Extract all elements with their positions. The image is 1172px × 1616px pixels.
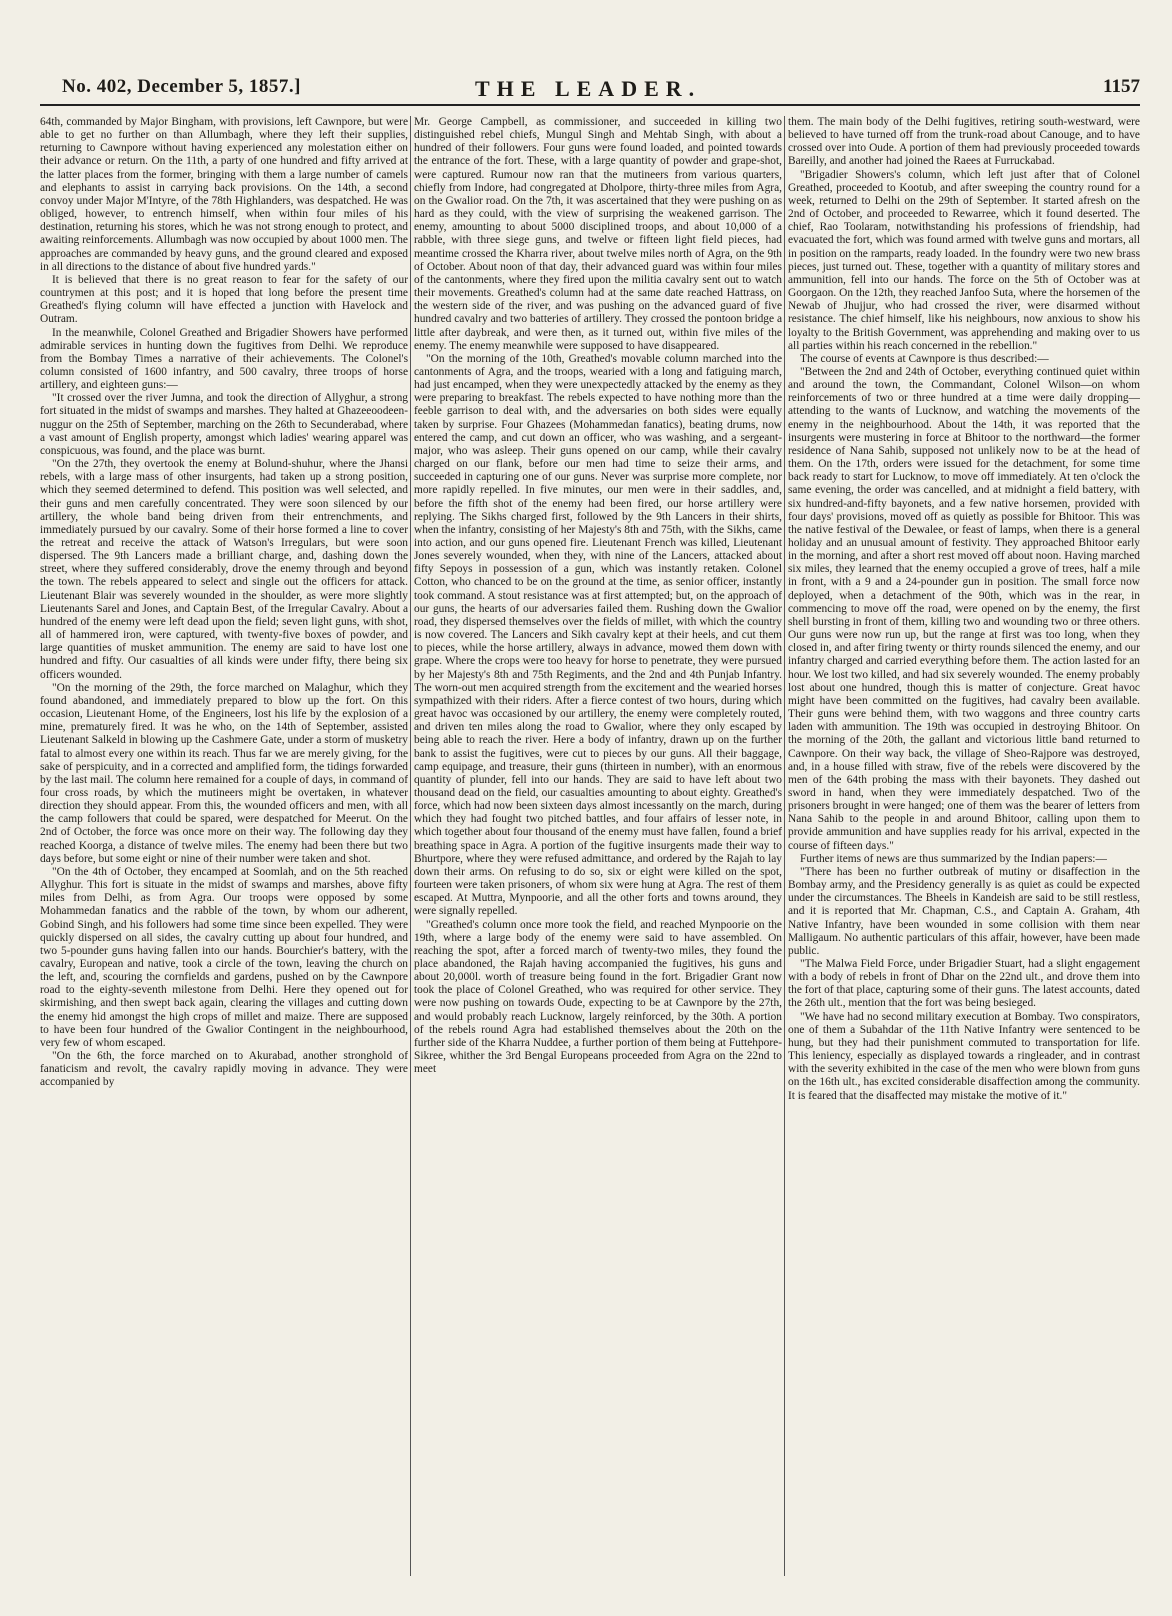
masthead bbox=[40, 76, 1140, 106]
issue-date: No. 402, December 5, 1857.] bbox=[62, 76, 301, 97]
page-number: 1157 bbox=[1103, 76, 1140, 97]
paragraph: "It crossed over the river Jumna, and took the direction of Allyghur, a strong fort situated in the midst of swamps and marshes. They halted at Ghazeeoodeen-nuggur on the 25th of September, marching on the 26th to Secunderabad, where a vast amount of English property, amongst which ladies' wearing apparel was conspicuous, was found, and the place was burnt. bbox=[40, 392, 408, 457]
text-column-3 bbox=[788, 116, 1140, 1576]
paragraph: In the meanwhile, Colonel Greathed and Brigadier Showers have performed admirable services in hunting down the fugitives from Delhi. We reproduce from the Bombay Times a narrative of their achievements. The Colonel's column consisted of 1600 infantry, and 500 cavalry, three troops of horse artillery, and eighteen guns:— bbox=[40, 326, 408, 392]
paragraph: "On the 6th, the force marched on to Akurabad, another stronghold of fanaticism and revolt, the cavalry rapidly moving in advance. They were accompanied by bbox=[40, 1050, 408, 1089]
text-column-2 bbox=[414, 116, 782, 1576]
paragraph: "Between the 2nd and 24th of October, everything continued quiet within and around the town, the Commandant, Colonel Wilson—on whom reinforcements of two or three hundred at a time were daily dropping—attending to the wants of Lucknow, and watching the movements of the enemy in the neighbourhood. About the 14th, it was reported that the insurgents were mustering in force at Bhitoor to the northward—the former residence of Nana Sahib, supposed not unlikely now to be at the head of them. On the 17th, orders were issued for the detachment, for some time back ready to start for Lucknow, to move off immediately. At ten o'clock the same evening, the order was cancelled, and at midnight a field battery, with six hundred-and-fifty bayonets, and a few native horsemen, provided with four days' provisions, moved off as quietly as possible for Bhitoor. This was the native festival of the Dewalee, or feast of lamps, when there is a general holiday and an unusual amount of festivity. They approached Bhitoor early in the morning, and after a short rest moved off about noon. Having marched six miles, they learned that the enemy occupied a grove of trees, half a mile in front, with a 9 and a 24-pounder gun in position. The small force now deployed, when a detachment of the 90th, which was in the rear, in commencing to move off the road, were opened on by the enemy, the first shell bursting in front of them, killing two and wounding two or three others. Our guns were now run up, but the range at first was too long, when they closed in, and after firing twenty or thirty rounds silenced the enemy, and our infantry charged and carried everything before them. The action lasted for an hour. We lost two killed, and had six severely wounded. The enemy probably lost about one hundred, though this is matter of conjecture. Great havoc might have been committed on the fugitives, had cavalry been available. Their guns were behind them, with two waggons and three country carts laden with ammunition. The 19th was occupied in destroying Bhitoor. On the morning of the 20th, the gallant and victorious little band returned to Cawnpore. On their way back, the village of Sheo-Rajpore was destroyed, and, in a house filled with straw, five of the rebels were discovered by the men of the 64th probing the mass with their bayonets. They dashed out sword in hand, when they were immediately despatched. Two of the prisoners brought in were hanged; one of them was the bearer of letters from Nana Sahib to the people in and around Bhitoor, calling upon them to provide ammunition and have supplies ready for his arrival, expected in the course of fifteen days." bbox=[788, 365, 1140, 852]
paragraph: "On the morning of the 10th, Greathed's movable column marched into the cantonments of Agra, and the troops, wearied with a long and fatiguing march, had just encamped, when they were unexpectedly attacked by the enemy as they were preparing to breakfast. The rebels expected to have nothing more than the feeble garrison to deal with, and the adversaries on both sides were equally taken by surprise. Four Ghazees (Mohammedan fanatics), beating drums, now entered the camp, and cut down an officer, who was washing, and a sergeant-major, who was asleep. Their guns opened on our camp, while their cavalry charged on our flank, before our men had time to seize their arms, and succeeded in capturing one of our guns. Never was surprise more complete, nor more rapidly repelled. In five minutes, our men were in their saddles, and, before the fifth shot of the enemy had been fired, our horse artillery were replying. The Sikhs charged first, followed by the 9th Lancers in their shirts, when the infantry, consisting of her Majesty's 8th and 75th, with the Sikhs, came into action, and our guns opened fire. Lieutenant French was killed, Lieutenant Jones severely wounded, when they, with nine of the Lancers, attacked about fifty Sepoys in possession of a gun, which was instantly retaken. Colonel Cotton, who chanced to be on the ground at the time, as senior officer, instantly took command. A stout resistance was at first attempted; but, on the approach of our guns, the hearts of our adversaries failed them. Rushing down the Gwalior road, they dispersed themselves over the fields of millet, with which the country is now covered. The Lancers and Sikh cavalry kept at their heels, and cut them to pieces, while the horse artillery, always in advance, mowed them down with grape. Where the crops were too heavy for horse to penetrate, they were pursued by her Majesty's 8th and 75th Regiments, and the 2nd and 4th Punjab Infantry. The worn-out men acquired strength from the excitement and the wearied horses sympathized with their riders. After a fierce contest of two hours, during which great havoc was occasioned by our artillery, the enemy were completely routed, and driven ten miles along the road to Gwalior, where they only escaped by being able to reach the river. Here a body of infantry, drawn up on the further bank to assist the fugitives, were cut to pieces by our guns. All their baggage, camp equipage, and treasure, their guns (thirteen in number), with an enormous quantity of plunder, fell into our hands. They are said to have left about two thousand dead on the field, our casualties amounting to about eighty. Greathed's force, which had now been sixteen days almost incessantly on the march, during which they had fought two pitched battles, and four affairs of lesser note, in which together about four thousand of the enemy must have fallen, found a brief breathing space in Agra. A portion of the fugitive insurgents made their way to Bhurtpore, where they were refused admittance, and ordered by the Rajah to lay down their arms. On refusing to do so, six or eight were killed on the spot, fourteen were taken prisoners, of whom six were hung at Agra. The rest of them escaped. At Muttra, Mynpoorie, and all the other forts and towns around, they were signally repelled. bbox=[414, 352, 782, 918]
paragraph: "We have had no second military execution at Bombay. Two conspirators, one of them a Subahdar of the 11th Native Infantry were sentenced to be hung, but they had their punishment commuted to transportation for life. This leniency, especially as displayed towards a ringleader, and in contrast with the severity exhibited in the case of the men who were blown from guns on the 16th ult., has excited considerable disaffection among the community. It is feared that the disaffected may mistake the motive of it." bbox=[788, 1010, 1140, 1102]
column-divider bbox=[784, 116, 785, 1576]
paragraph: The course of events at Cawnpore is thus described:— bbox=[800, 352, 1049, 365]
paragraph: "Greathed's column once more took the field, and reached Mynpoorie on the 19th, where a large body of the enemy were said to have assembled. On reaching the spot, after a forced march of twenty-two miles, they found the place abandoned, the Rajah having accompanied the fugitives, his guns and about 20,000l. worth of treasure being found in the fort. Brigadier Grant now took the place of Colonel Greathed, who was required for other service. They were now pushing on towards Oude, expecting to be at Cawnpore by the 27th, and would probably reach Lucknow, largely reinforced, by the 30th. A portion of the rebels round Agra had established themselves about the 20th on the further side of the Kharra Nuddee, a further portion of them being at Futtehpore-Sikree, whither the 3rd Bengal Europeans proceeded from Agra on the 22nd to meet bbox=[414, 918, 782, 1076]
paragraph: It is believed that there is no great reason to fear for the safety of our countrymen at this post; and it is hoped that long before the present time Greathed's flying column will have effected a junction with Havelock and Outram. bbox=[40, 273, 408, 326]
text-column-1 bbox=[40, 116, 408, 1576]
paragraph: Further items of news are thus summarized by the Indian papers:— bbox=[800, 852, 1107, 865]
paragraph: "On the morning of the 29th, the force marched on Malaghur, which they found abandoned, and immediately prepared to blow up the fort. On this occasion, Lieutenant Home, of the Engineers, lost his life by the explosion of a mine, prematurely fired. It was he who, on the 14th of September, assisted Lieutenant Salkeld in blowing up the Cashmere Gate, under a storm of musketry fatal to almost every one within its reach. Thus far we are merely giving, for the sake of perspicuity, and in a corrected and amplified form, the tidings forwarded by the last mail. The column here remained for a couple of days, in command of four cross roads, by which the mutineers might be overtaken, in whatever direction they should appear. From this, the wounded officers and men, with all the camp followers that could be spared, were despatched for Meerut. On the 2nd of October, the force was once more on their way. The following day they reached Koorga, a distance of twelve miles. The enemy had been there but two days before, but some eight or nine of their number were taken and shot. bbox=[40, 681, 408, 865]
paragraph: "The Malwa Field Force, under Brigadier Stuart, had a slight engagement with a body of rebels in front of Dhar on the 22nd ult., and drove them into the fort of that place, capturing some of their guns. The latest accounts, dated the 26th ult., mention that the fort was being besieged. bbox=[788, 958, 1140, 1010]
column-divider bbox=[410, 116, 411, 1576]
paragraph: "Brigadier Showers's column, which left just after that of Colonel Greathed, proceeded to Kootub, and after sweeping the country round for a week, returned to Delhi on the 29th of September. It started afresh on the 2nd of October, and proceeded to Rewarree, which it found deserted. The chief, Rao Toolaram, notwithstanding his professions of friendship, had evacuated the fort, which was found armed with twelve guns and mortars, all in position on the ramparts, ready loaded. In the foundry were two new brass pieces, just turned out. These, together with a quantity of military stores and ammunition, fell into our hands. The force on the 5th of October was at Goorgaon. On the 12th, they reached Janfoo Suta, where the horsemen of the Newab of Jhujjur, who had crossed the river, were disarmed without resistance. The chief himself, like his neighbours, now anxious to show his loyalty to the British Government, was apprehending and making over to us all parties within his reach concerned in the rebellion." bbox=[788, 168, 1140, 352]
paragraph: Mr. George Campbell, as commissioner, and succeeded in killing two distinguished rebel chiefs, Mungul Singh and Mehtab Singh, with about a hundred of their followers. Four guns were found loaded, and pointed towards the entrance of the fort. These, with a large quantity of powder and grape-shot, were captured. Rumour now ran that the mutineers from various quarters, chiefly from Indore, had congregated at Dholpore, thirty-three miles from Agra, on the Gwalior road. On the 7th, it was ascertained that they were pushing on as hard as they could, with the view of surprising the weakened garrison. The enemy, amounting to about 5000 disciplined troops, and about 10,000 of a rabble, with three siege guns, and twelve or fifteen light field pieces, had meantime crossed the Kharra river, about twelve miles north of Agra, on the 9th of October. About noon of that day, their advanced guard was within four miles of the cantonments, where they fired upon the militia cavalry sent out to watch their movements. Greathed's column had at the same date reached Hattrass, on the western side of the river, and was pushing on the advanced guard of five hundred cavalry and two batteries of artillery. They crossed the pontoon bridge a little after daybreak, and were then, as it turned out, within five miles of the enemy. The enemy meanwhile were supposed to have disappeared. bbox=[414, 116, 782, 352]
paragraph: "On the 4th of October, they encamped at Soomlah, and on the 5th reached Allyghur. This fort is situate in the midst of swamps and marshes, above fifty miles from Delhi, as from Agra. Our troops were opposed by some Mohammedan fanatics and the rabble of the town, by whom our adherent, Gobind Singh, and his followers had some time since been expelled. They were quickly dispersed on all sides, the cavalry cutting up about four hundred, and two 5-pounder guns having fallen into our hands. Bourchier's battery, with the cavalry, European and native, took a circle of the town, leaving the church on the left, and, scouring the cornfields and gardens, pushed on by the Cawnpore road to the eighty-seventh milestone from Delhi. Here they opened out for skirmishing, and then swept back again, clearing the villages and cutting down the enemy hid amongst the high crops of millet and maize. There are supposed to have been four hundred of the Gwalior Contingent in the neighbourhood, very few of whom escaped. bbox=[40, 865, 408, 1049]
paragraph: 64th, commanded by Major Bingham, with provisions, left Cawnpore, but were able to get no further on than Allumbagh, where they left their supplies, returning to Cawnpore without having experienced any molestation either on their advance or return. On the 11th, a party of one hundred and fifty arrived at the latter places from the former, bringing with them a large number of camels and elephants to assist in carrying back provisions. On the 14th, a second convoy under Major M'Intyre, of the 78th Highlanders, was despatched. He was obliged, however, to entrench himself, when within four miles of his destination, returning his stores, which he was not strong enough to protect, and awaiting reinforcements. Allumbagh was now occupied by about 1000 men. The approaches are commanded by heavy guns, and the ground cleared and exposed in all directions to the distance of about five hundred yards." bbox=[40, 116, 408, 273]
paragraph: "On the 27th, they overtook the enemy at Bolund-shuhur, where the Jhansi rebels, with a large mass of other insurgents, had taken up a strong position, which they seemed determined to defend. This position was well selected, and their guns and men carefully concentrated. They were soon silenced by our artillery, the whole band being driven from their entrenchments, and immediately pursued by our cavalry. Some of their horse formed a line to cover the retreat and receive the attack of Watson's Irregulars, but were soon dispersed. The 9th Lancers made a brilliant charge, and, dashing down the street, where they suffered considerably, drove the enemy through and beyond the town. The rebels appeared to select and single out the officers for attack. Lieutenant Blair was severely wounded in the shoulder, as were more slightly Lieutenants Sarel and Jones, and Captain Best, of the Irregular Cavalry. About a hundred of the enemy were left dead upon the field; seven light guns, with shot, all of hammered iron, were captured, with twenty-five boxes of powder, and large quantities of musket ammunition. The enemy are said to have lost one hundred and fifty. Our casualties of all kinds were under fifty, there being six officers wounded. bbox=[40, 458, 408, 681]
newspaper-title: THE LEADER. bbox=[475, 76, 702, 101]
paragraph: "There has been no further outbreak of mutiny or disaffection in the Bombay army, and the Presidency generally is as quiet as could be expected under the circumstances. The Bheels in Kandeish are said to be still restless, and it is reported that Mr. Chapman, C.S., and Captain A. Graham, 4th Native Infantry, have been wounded in some collision with them near Malligaum. No authentic particulars of this affair, however, have been made public. bbox=[788, 865, 1140, 957]
paragraph: them. The main body of the Delhi fugitives, retiring south-westward, were believed to have turned off from the trunk-road about Canouge, and to have crossed over into Oude. A portion of them had previously proceeded towards Bareilly, and another had joined the Raees at Furruckabad. bbox=[788, 116, 1140, 168]
